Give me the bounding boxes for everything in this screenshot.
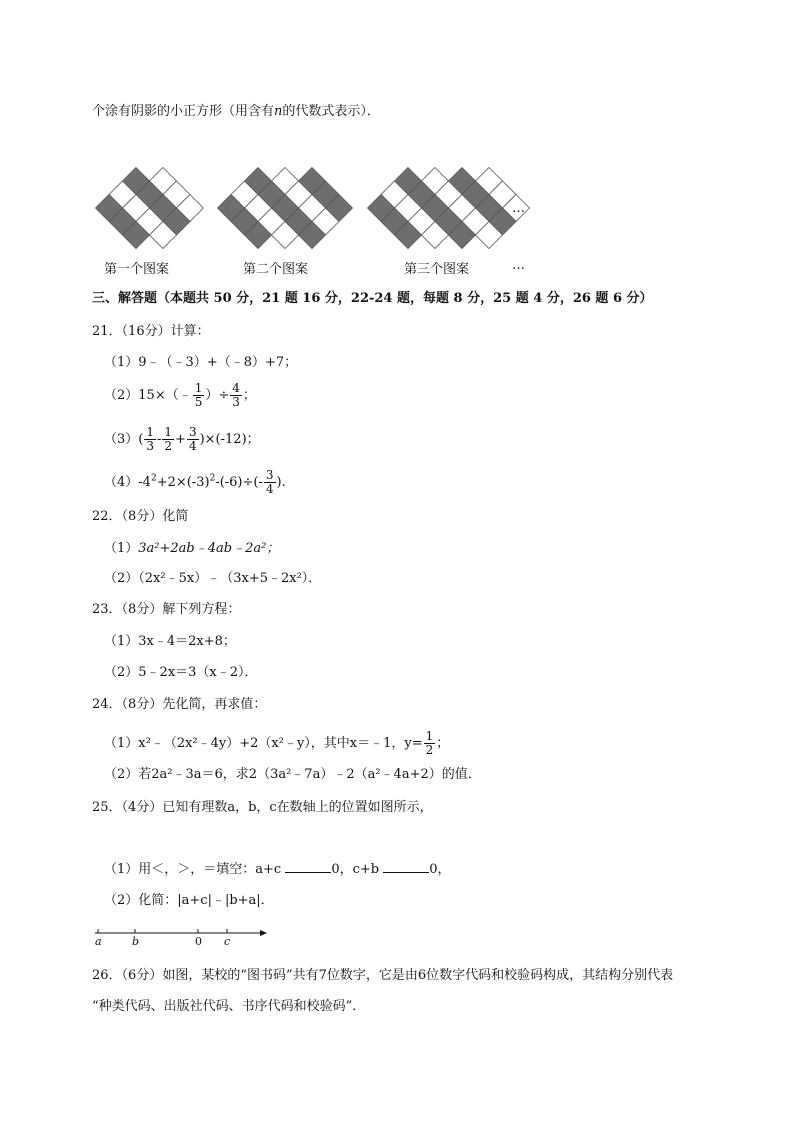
q26-line1: 26．（6分）如图，某校的“图书码”共有7位数字，它是由6位数字代码和校验码构成，其结构分别代表 <box>92 968 674 983</box>
q21-part4: $(4)-4^2+2\times(-3)^2-(-6)\div(-$ $\frac{3}{4}$ ). <box>104 468 286 496</box>
q25-part1: （1）用＜，＞，＝填空：a+c 0，c+b 0， <box>104 862 451 877</box>
q22-head: 22．（8分）化简 <box>92 509 189 524</box>
q21-part3: （3）( $\frac{1}{3}$ - $\frac{1}{2}$ + $\frac{3}{4}$ )×(-12)； <box>104 425 260 453</box>
intro-var: n <box>274 104 283 119</box>
fraction: $\frac{3}{4}$ <box>188 425 197 453</box>
answer-blank-1[interactable] <box>285 860 331 873</box>
q24-part2: （2）若2a²﹣3a＝6，求2（3a²﹣7a）﹣2（a²﹣4a+2）的值． <box>104 767 481 782</box>
fraction: $\frac{1}{5}$ <box>194 381 203 409</box>
q21-part1: （1）9﹣（﹣3）+（﹣8）+7； <box>104 355 298 370</box>
q25-head: 25．（4分）已知有理数a，b，c在数轴上的位置如图所示， <box>92 800 433 815</box>
q25-part2: （2）化简：|a+c|﹣|b+a|． <box>104 893 274 908</box>
number-line <box>90 926 290 940</box>
intro-tail: 的代数式表示）． <box>282 104 380 119</box>
axis-label-a: a <box>95 935 102 948</box>
fraction: $\frac{1}{2}$ <box>425 729 434 757</box>
q22-part2: （2）（2x²﹣5x）﹣（3x+5﹣2x²）． <box>104 571 322 586</box>
axis-label-b: b <box>132 935 140 948</box>
q26-line2: “种类代码、出版社代码、书序代码和校验码”． <box>92 999 366 1014</box>
caption-pattern-1: 第一个图案 <box>104 262 170 277</box>
q22-part1: （1）3a²+2ab﹣4ab﹣2a²； <box>104 541 280 556</box>
pattern-1 <box>96 168 204 249</box>
q21-part2: （2）15×（﹣ $\frac{1}{5}$ ）÷ $\frac{4}{3}$ ； <box>104 381 256 409</box>
fraction: $\frac{1}{2}$ <box>164 425 173 453</box>
fraction: $\frac{1}{3}$ <box>146 425 154 453</box>
axis-label-c: c <box>224 935 231 948</box>
q21-head: 21．（16分）计算： <box>92 324 210 339</box>
ellipsis-bottom: … <box>512 258 525 273</box>
q23-head: 23．（8分）解下列方程： <box>92 602 241 617</box>
q24-part1: （1）x²﹣（2x²﹣4y）+2（x²﹣y），其中x＝﹣1，y= $\frac{1}{2}$ ； <box>104 729 450 757</box>
caption-pattern-3: 第三个图案 <box>404 262 470 277</box>
pattern-2 <box>218 168 353 249</box>
caption-pattern-2: 第二个图案 <box>243 262 309 277</box>
axis-label-0: 0 <box>195 935 202 948</box>
fraction: $\frac{3}{4}$ <box>265 468 274 496</box>
intro-line <box>92 103 380 121</box>
intro-text: 个涂有阴影的小正方形（用含有 <box>92 104 275 119</box>
ellipsis-top: … <box>512 201 525 216</box>
pattern-3 <box>368 168 530 249</box>
q23-part2: （2）5﹣2x＝3（x﹣2）． <box>104 665 258 680</box>
section3-title: 三、解答题（本题共 50 分，21 题 16 分，22-24 题，每题 8 分，25 题 4 分，26 题 6 分） <box>92 291 653 306</box>
q24-head: 24．（8分）先化简，再求值： <box>92 697 267 712</box>
q23-part1: （1）3x﹣4＝2x+8； <box>104 634 236 649</box>
fraction: $\frac{4}{3}$ <box>232 381 240 409</box>
answer-blank-2[interactable] <box>383 860 429 873</box>
